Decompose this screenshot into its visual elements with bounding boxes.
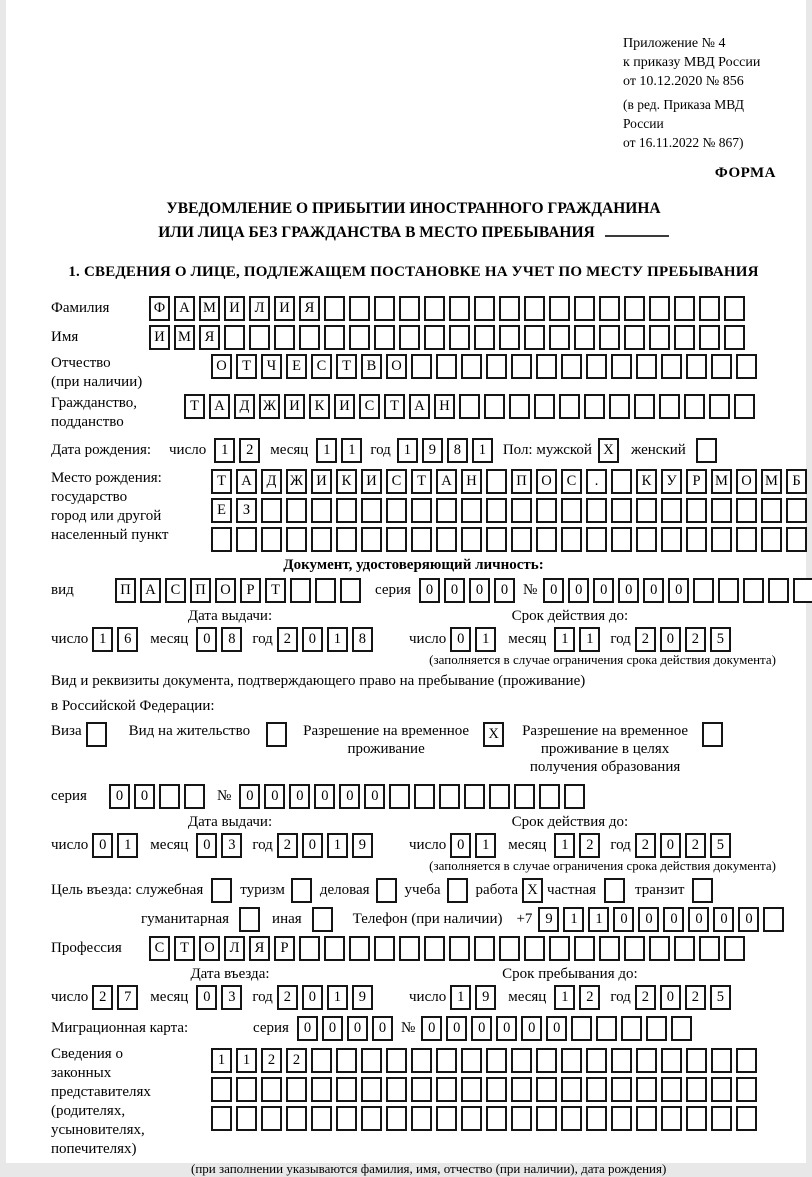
- residence-doc-text1: Вид и реквизиты документа, подтверждающего право на пребывание (проживание): [51, 673, 586, 689]
- phone-boxes[interactable]: 9 1 1 0 0 0 0 0 0: [538, 907, 784, 932]
- res-issue-day-boxes[interactable]: 0 1: [92, 833, 138, 858]
- doc-issue-month-boxes[interactable]: 0 8: [196, 627, 242, 652]
- entry-dates-row: [51, 965, 776, 1010]
- title-blank-underline: [605, 221, 669, 237]
- stay-month-boxes[interactable]: 1 2: [554, 985, 600, 1010]
- sex-female-checkbox[interactable]: [696, 438, 717, 463]
- citizenship-label: Гражданство, подданство: [51, 395, 138, 430]
- citizenship-row: [51, 394, 776, 432]
- birth-month-boxes[interactable]: 1 1: [316, 438, 362, 463]
- purpose-business-label: деловая: [319, 882, 370, 898]
- purpose-humanitarian-label: гуманитарная: [141, 911, 230, 927]
- purpose-tourism-label: туризм: [240, 882, 285, 898]
- appendix-line: Приложение № 4: [623, 36, 726, 51]
- permit-row: [51, 722, 776, 776]
- purpose-official-checkbox[interactable]: [211, 878, 232, 903]
- surname-row: [51, 296, 776, 321]
- arrival-notification-form: [6, 0, 806, 1176]
- representatives-row: [51, 1045, 776, 1159]
- purpose-tourism-checkbox[interactable]: [291, 878, 312, 903]
- name-boxes[interactable]: И М Я: [149, 325, 745, 350]
- profession-boxes[interactable]: С Т О Л Я Р: [149, 936, 745, 961]
- birth-place-boxes-row2[interactable]: Е З: [211, 498, 807, 523]
- birth-date-label: Дата рождения:: [51, 442, 152, 458]
- appendix-header: [623, 34, 776, 91]
- entry-day-boxes[interactable]: 2 7: [92, 985, 138, 1010]
- birth-year-boxes[interactable]: 1 9 8 1: [397, 438, 493, 463]
- birth-day-boxes[interactable]: 1 2: [214, 438, 260, 463]
- representatives-note: (при заполнении указываются фамилия, имя, отчество (при наличии), дата рождения): [191, 1161, 667, 1176]
- purpose-study-checkbox[interactable]: [447, 878, 468, 903]
- purpose-transit-label: транзит: [635, 882, 685, 898]
- res-issue-month-boxes[interactable]: 0 3: [196, 833, 242, 858]
- stay-year-boxes[interactable]: 2 0 2 5: [635, 985, 731, 1010]
- year-label: год: [370, 442, 391, 458]
- res-series-label: серия: [51, 788, 87, 804]
- section1-heading: 1. СВЕДЕНИЯ О ЛИЦЕ, ПОДЛЕЖАЩЕМ ПОСТАНОВКЕ НА УЧЕТ ПО МЕСТУ ПРЕБЫВАНИЯ: [68, 264, 759, 280]
- res-valid-col: [409, 813, 731, 858]
- patronymic-boxes[interactable]: О Т Ч Е С Т В О: [211, 354, 757, 379]
- visa-checkbox[interactable]: [86, 722, 107, 747]
- purpose-business-checkbox[interactable]: [376, 878, 397, 903]
- edition-header: [623, 95, 776, 152]
- birth-place-boxes-row1[interactable]: Т А Д Ж И К И С Т А Н П О С . К У Р М О М Б: [211, 469, 807, 494]
- birth-date-row: [51, 438, 776, 463]
- doc-valid-day-boxes[interactable]: 0 1: [450, 627, 496, 652]
- purpose-work-checkbox[interactable]: X: [522, 878, 543, 903]
- purpose-private-label: частная: [547, 882, 597, 898]
- visit-purpose-row: [51, 878, 776, 903]
- res-number-label: №: [217, 788, 232, 804]
- stay-day-boxes[interactable]: 1 9: [450, 985, 496, 1010]
- day-label: число: [51, 837, 89, 853]
- sex-female-label: женский: [630, 442, 686, 458]
- name-row: [51, 325, 776, 350]
- residence-permit-label: Вид на жительство: [128, 723, 251, 739]
- issue-date-label: Дата выдачи:: [187, 608, 273, 624]
- purpose-transit-checkbox[interactable]: [692, 878, 713, 903]
- res-number-boxes[interactable]: 0 0 0 0 0 0: [239, 784, 585, 809]
- res-issue-year-boxes[interactable]: 2 0 1 9: [277, 833, 373, 858]
- entry-date-label: Дата въезда:: [190, 966, 270, 982]
- day-label: число: [409, 837, 447, 853]
- day-label: число: [169, 442, 207, 458]
- doc-kind-boxes[interactable]: П А С П О Р Т: [115, 578, 361, 603]
- temp-residence-edu-label: Разрешение на временное проживание в целях получения образования: [522, 723, 689, 775]
- birth-place-row: [51, 469, 801, 552]
- residence-permit-checkbox[interactable]: [266, 722, 287, 747]
- birth-place-label: Место рождения: государство город или другой населенный пункт: [51, 470, 169, 543]
- edition-line: (в ред. Приказа МВД России: [623, 97, 744, 131]
- purpose-study-label: учеба: [404, 882, 441, 898]
- valid-until-label: Срок действия до:: [511, 608, 629, 624]
- purpose-other-checkbox[interactable]: [312, 907, 333, 932]
- doc-series-boxes[interactable]: 0 0 0 0: [419, 578, 515, 603]
- res-valid-day-boxes[interactable]: 0 1: [450, 833, 496, 858]
- temp-residence-label: Разрешение на временное проживание: [303, 723, 470, 757]
- doc-issue-year-boxes[interactable]: 2 0 1 8: [277, 627, 373, 652]
- purpose-other-label: иная: [272, 911, 302, 927]
- visa-label: Виза: [51, 723, 82, 739]
- day-label: число: [409, 989, 447, 1005]
- edition-line: от 16.11.2022 № 867): [623, 135, 744, 150]
- year-label: год: [252, 631, 273, 647]
- birth-place-boxes-row3[interactable]: [211, 527, 807, 552]
- entry-year-boxes[interactable]: 2 0 1 9: [277, 985, 373, 1010]
- profession-row: [51, 936, 776, 961]
- doc-series-label: серия: [375, 582, 411, 598]
- profession-label: Профессия: [51, 940, 122, 956]
- day-label: число: [51, 631, 89, 647]
- representatives-boxes-row1[interactable]: 1 1 2 2: [211, 1048, 757, 1073]
- doc-number-label: №: [522, 582, 538, 598]
- entry-date-col: [51, 965, 409, 1010]
- phone-label: Телефон (при наличии): [352, 911, 503, 927]
- name-label: Имя: [51, 329, 79, 345]
- mig-number-boxes[interactable]: 0 0 0 0 0 0: [421, 1016, 692, 1041]
- purpose2-phone-row: [51, 907, 776, 932]
- stay-until-label: Срок пребывания до:: [502, 966, 638, 982]
- identity-doc-heading: Документ, удостоверяющий личность:: [283, 557, 544, 573]
- res-series-boxes[interactable]: 0 0: [109, 784, 205, 809]
- stay-until-col: [409, 965, 731, 1010]
- form-title: [51, 197, 776, 245]
- form-title-line2: ИЛИ ЛИЦА БЕЗ ГРАЖДАНСТВА В МЕСТО ПРЕБЫВАНИЯ: [51, 221, 776, 245]
- month-label: месяц: [150, 989, 189, 1005]
- form-label: ФОРМА: [714, 165, 776, 181]
- doc-dates-row: [51, 607, 776, 652]
- purpose-private-checkbox[interactable]: [604, 878, 625, 903]
- day-label: число: [409, 631, 447, 647]
- doc-number-boxes[interactable]: 0 0 0 0 0 0: [543, 578, 812, 603]
- year-label: год: [610, 837, 631, 853]
- purpose-humanitarian-checkbox[interactable]: [239, 907, 260, 932]
- year-label: год: [610, 989, 631, 1005]
- issue-date-label: Дата выдачи:: [187, 814, 273, 830]
- res-valid-month-boxes[interactable]: 1 2: [554, 833, 600, 858]
- month-label: месяц: [508, 989, 547, 1005]
- representatives-boxes-row2[interactable]: [211, 1077, 757, 1102]
- valid-note: (заполняется в случае ограничения срока действия документа): [429, 652, 776, 667]
- doc-valid-col: [409, 607, 731, 652]
- entry-month-boxes[interactable]: 0 3: [196, 985, 242, 1010]
- residence-doc-text2: в Российской Федерации:: [51, 698, 215, 714]
- doc-issue-day-boxes[interactable]: 1 6: [92, 627, 138, 652]
- visit-purpose-label: Цель въезда: служебная: [51, 882, 204, 898]
- appendix-line: от 10.12.2020 № 856: [623, 74, 744, 89]
- phone-prefix: +7: [516, 911, 533, 927]
- mig-series-label: серия: [253, 1020, 289, 1036]
- form-title-line1: УВЕДОМЛЕНИЕ О ПРИБЫТИИ ИНОСТРАННОГО ГРАЖДАНИНА: [166, 200, 661, 217]
- representatives-label: Сведения о законных представителях (родителях, усыновителях, попечителях): [51, 1046, 151, 1157]
- mig-number-label: №: [400, 1020, 416, 1036]
- month-label: месяц: [150, 837, 189, 853]
- surname-label: Фамилия: [51, 300, 110, 316]
- doc-kind-label: вид: [51, 582, 74, 598]
- month-label: месяц: [508, 837, 547, 853]
- residence-series-row: [51, 784, 776, 809]
- patronymic-row: [51, 354, 776, 392]
- day-label: число: [51, 989, 89, 1005]
- doc-valid-year-boxes[interactable]: 2 0 2 5: [635, 627, 731, 652]
- year-label: год: [252, 989, 273, 1005]
- temp-residence-edu-checkbox[interactable]: [702, 722, 723, 747]
- sex-male-checkbox[interactable]: X: [598, 438, 619, 463]
- citizenship-boxes[interactable]: Т А Д Ж И К И С Т А Н: [184, 394, 755, 419]
- purpose-work-label: работа: [475, 882, 519, 898]
- doc-kind-row: [51, 578, 776, 603]
- valid-until-label: Срок действия до:: [511, 814, 629, 830]
- patronymic-label: Отчество (при наличии): [51, 355, 143, 390]
- appendix-line: к приказу МВД России: [623, 55, 761, 70]
- mig-series-boxes[interactable]: 0 0 0 0: [297, 1016, 393, 1041]
- res-issue-col: [51, 813, 409, 858]
- year-label: год: [252, 837, 273, 853]
- year-label: год: [610, 631, 631, 647]
- representatives-boxes-row3[interactable]: [211, 1106, 757, 1131]
- temp-residence-checkbox[interactable]: X: [483, 722, 504, 747]
- migration-card-label: Миграционная карта:: [51, 1020, 189, 1036]
- surname-boxes[interactable]: Ф А М И Л И Я: [149, 296, 745, 321]
- migration-card-row: [51, 1016, 776, 1041]
- month-label: месяц: [150, 631, 189, 647]
- month-label: месяц: [508, 631, 547, 647]
- month-label: месяц: [270, 442, 309, 458]
- sex-male-label: Пол: мужской: [502, 442, 592, 458]
- res-valid-year-boxes[interactable]: 2 0 2 5: [635, 833, 731, 858]
- res-dates-row: [51, 813, 776, 858]
- doc-valid-month-boxes[interactable]: 1 1: [554, 627, 600, 652]
- doc-issue-col: [51, 607, 409, 652]
- valid-note: (заполняется в случае ограничения срока действия документа): [429, 858, 776, 873]
